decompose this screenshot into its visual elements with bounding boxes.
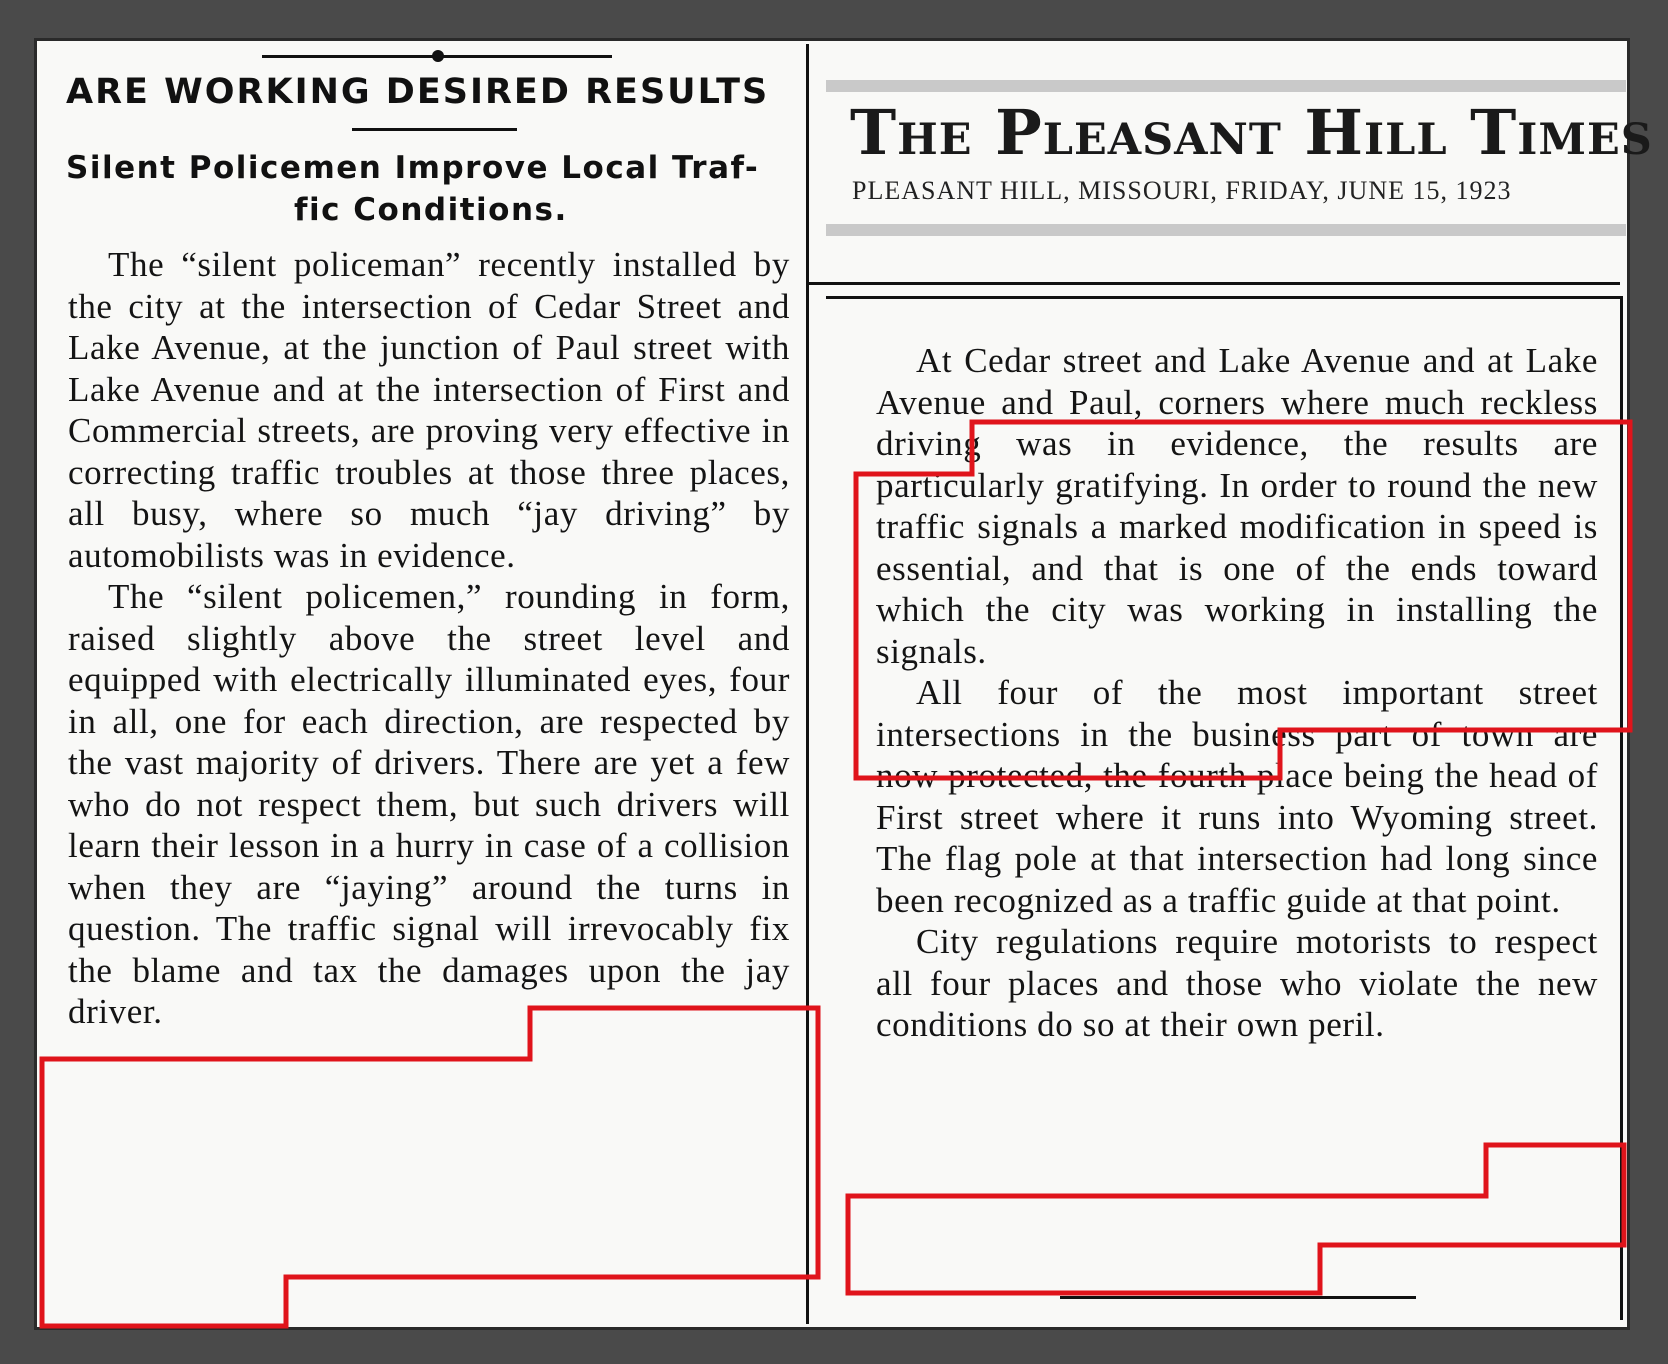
right-paragraph-2: All four of the most important street intersections in the business part of town are now protected, the fourth place being the head of First street where it runs into Wyoming street. The flag pole at that intersection had long since been recognized as a traffic guide at that point.	[876, 673, 1598, 920]
left-headline: ARE WORKING DESIRED RESULTS	[66, 72, 770, 112]
left-subhead-line1: Silent Policemen Improve Local Traf-	[66, 150, 760, 186]
left-article-body	[68, 244, 790, 1033]
right-box-side	[1620, 296, 1623, 1320]
left-subhead-line2: fic Conditions.	[294, 192, 568, 228]
right-paragraph-1: At Cedar street and Lake Avenue and at Lake Avenue and Paul, corners where much reckless driving was in evidence, the results are particularly gratifying. In order to round the new traffic signals a marked modification in speed is essential, and that is one of the ends toward which the city was working in installing the signals.	[876, 341, 1598, 671]
left-paragraph-2: The “silent policemen,” rounding in form, raised slightly above the street level and equipped with electrically illuminated eyes, four in all, one for each direction, are respected by the vast majority of drivers. There are yet a few who do not respect them, but such drivers will learn their lesson in a hurry in case of a collision when they are “jaying” around the turns in question. The traffic signal will irrevocably fix the blame and tax the damages upon the jay driver.	[68, 577, 790, 1031]
column-divider	[806, 44, 809, 1324]
left-paragraph-1: The “silent policeman” recently installed by the city at the intersection of Cedar Street and Lake Avenue, at the junction of Paul street with Lake Avenue and at the intersection of First and Commercial streets, are proving very effective in correcting traffic troubles at those three places, all busy, where so much “jay driving” by automobilists was in evidence.	[68, 245, 790, 575]
masthead-rule	[808, 282, 1620, 285]
masthead-title: The Pleasant Hill Times	[850, 96, 1653, 169]
right-paragraph-3: City regulations require motorists to respect all four places and those who violate the new conditions do so at their own peril.	[876, 922, 1598, 1044]
right-box-top	[826, 296, 1623, 299]
bottom-ornament-rule	[1060, 1296, 1416, 1299]
masthead-bottom-band	[826, 224, 1626, 236]
ornament-dot	[432, 50, 444, 62]
masthead-top-band	[826, 80, 1626, 92]
masthead-subtitle: PLEASANT HILL, MISSOURI, FRIDAY, JUNE 15, 1923	[852, 176, 1512, 205]
right-article-body	[876, 340, 1598, 1046]
headline-divider	[352, 128, 517, 131]
